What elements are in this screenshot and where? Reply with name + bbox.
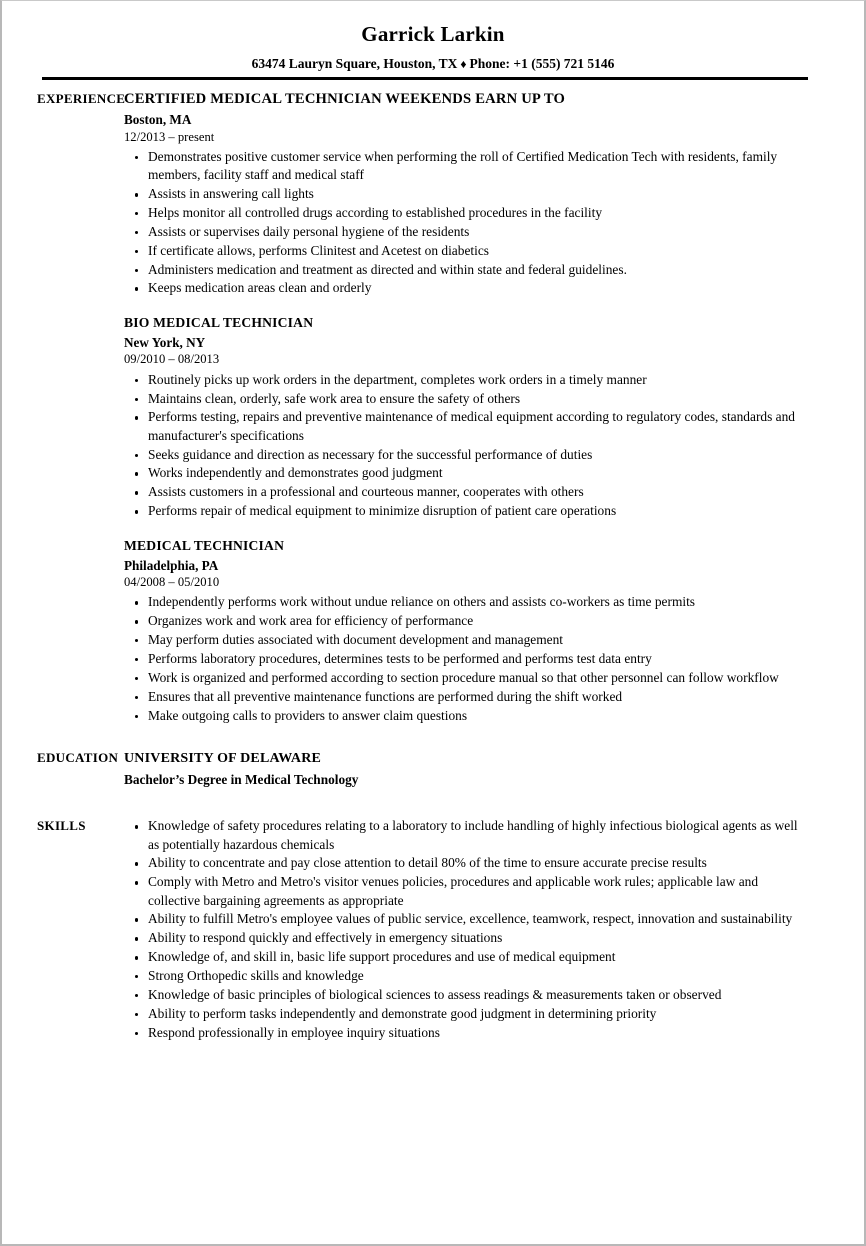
diamond-separator-icon: ♦: [460, 57, 467, 72]
resume-content: [2, 80, 864, 1043]
job-bullet: Helps monitor all controlled drugs according to established procedures in the facility: [124, 204, 812, 222]
skill-bullet: Knowledge of, and skill in, basic life support procedures and use of medical equipment: [124, 948, 812, 966]
skill-bullet: Knowledge of basic principles of biological sciences to assess readings & measurements taken or observed: [124, 986, 812, 1004]
experience-entry: [124, 538, 812, 725]
section-label-education: EDUCATION: [37, 750, 119, 766]
skill-bullet: Ability to perform tasks independently and demonstrate good judgment in determining priority: [124, 1005, 812, 1023]
section-label-experience: EXPERIENCE: [37, 90, 126, 106]
section-experience: [2, 91, 864, 725]
education-degree: Bachelor’s Degree in Medical Technology: [124, 771, 359, 787]
job-dates: 09/2010 – 08/2013: [124, 352, 220, 367]
job-title: MEDICAL TECHNICIAN: [124, 537, 285, 553]
skill-bullet: Ability to concentrate and pay close attention to detail 80% of the time to ensure accurate precise results: [124, 854, 812, 872]
skills-bullet-list: [124, 817, 812, 1042]
skill-bullet: Respond professionally in employee inquiry situations: [124, 1024, 812, 1042]
job-bullet: Ensures that all preventive maintenance functions are performed during the shift worked: [124, 688, 812, 706]
job-bullet: Performs laboratory procedures, determines tests to be performed and performs test data entry: [124, 650, 812, 668]
job-bullet: Administers medication and treatment as directed and within state and federal guidelines.: [124, 261, 812, 279]
education-school: UNIVERSITY OF DELAWARE: [124, 751, 322, 767]
job-bullet: If certificate allows, performs Clinitest and Acetest on diabetics: [124, 242, 812, 260]
contact-phone: Phone: +1 (555) 721 5146: [469, 56, 615, 72]
skills-entries: [124, 817, 864, 1042]
job-bullet: Works independently and demonstrates good judgment: [124, 464, 812, 482]
job-bullet: Assists in answering call lights: [124, 185, 812, 203]
job-bullet: Maintains clean, orderly, safe work area to ensure the safety of others: [124, 390, 812, 408]
job-bullet: Work is organized and performed according to section procedure manual so that other personnel can follow workflow: [124, 669, 812, 687]
job-bullet: Independently performs work without undue reliance on others and assists co-workers as time permits: [124, 593, 812, 611]
job-bullet: Assists or supervises daily personal hygiene of the residents: [124, 223, 812, 241]
job-bullet-list: [124, 148, 812, 298]
job-location: Philadelphia, PA: [124, 557, 219, 573]
job-bullet: Performs testing, repairs and preventive maintenance of medical equipment according to regulatory codes, standards and manufacturer's specifications: [124, 408, 812, 445]
section-label-skills: SKILLS: [37, 818, 86, 834]
resume-page-inner: [2, 1, 864, 1244]
job-bullet: Seeks guidance and direction as necessary for the successful performance of duties: [124, 446, 812, 464]
contact-address: 63474 Lauryn Square, Houston, TX: [251, 56, 458, 72]
section-education: [2, 750, 864, 788]
job-dates: 12/2013 – present: [124, 129, 215, 144]
job-title: CERTIFIED MEDICAL TECHNICIAN WEEKENDS EARN UP TO: [124, 90, 566, 107]
candidate-name: Garrick Larkin: [361, 22, 505, 46]
job-bullet: Keeps medication areas clean and orderly: [124, 279, 812, 297]
skill-bullet: Ability to respond quickly and effectively in emergency situations: [124, 929, 812, 947]
job-bullet: Organizes work and work area for efficiency of performance: [124, 612, 812, 630]
experience-entries: [124, 91, 864, 725]
skill-bullet: Comply with Metro and Metro's visitor venues policies, procedures and applicable work rules; applicable law and collective bargaining agreements as appropriate: [124, 873, 812, 910]
skill-bullet: Ability to fulfill Metro's employee values of public service, excellence, teamwork, respect, innovation and sustainability: [124, 910, 812, 928]
job-bullet: Routinely picks up work orders in the department, completes work orders in a timely manner: [124, 371, 812, 389]
education-entries: [124, 750, 864, 788]
job-bullet: Assists customers in a professional and courteous manner, cooperates with others: [124, 483, 812, 501]
job-bullet: May perform duties associated with document development and management: [124, 631, 812, 649]
skill-bullet: Knowledge of safety procedures relating to a laboratory to include handling of highly infectious biological agents as well as potentially hazardous chemicals: [124, 817, 812, 854]
job-title: BIO MEDICAL TECHNICIAN: [124, 314, 314, 330]
job-location: Boston, MA: [124, 112, 192, 128]
job-bullet: Performs repair of medical equipment to minimize disruption of patient care operations: [124, 502, 812, 520]
resume-header: [2, 1, 864, 80]
job-bullet-list: [124, 593, 812, 725]
job-bullet-list: [124, 371, 812, 521]
experience-entry: [124, 91, 812, 298]
job-bullet: Make outgoing calls to providers to answer claim questions: [124, 707, 812, 725]
job-bullet: Demonstrates positive customer service when performing the roll of Certified Medication Tech with residents, family members, facility staff and medical staff: [124, 148, 812, 185]
job-dates: 04/2008 – 05/2010: [124, 575, 220, 589]
job-location: New York, NY: [124, 335, 206, 351]
section-skills: [2, 817, 864, 1042]
experience-entry: [124, 315, 812, 521]
contact-line: [2, 57, 864, 72]
skill-bullet: Strong Orthopedic skills and knowledge: [124, 967, 812, 985]
